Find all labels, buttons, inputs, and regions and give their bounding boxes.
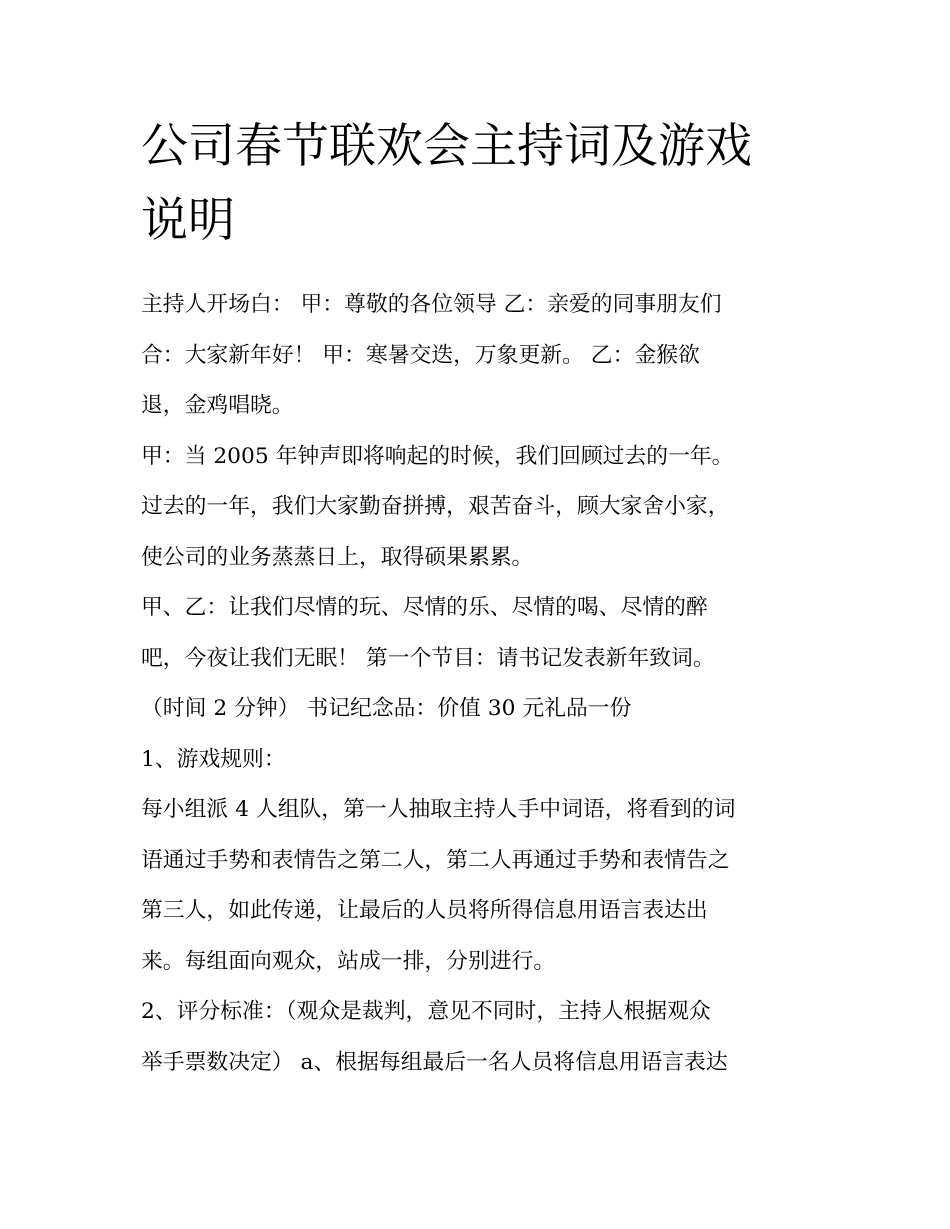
- body-line-13: 第三人，如此传递，让最后的人员将所得信息用语言表达出: [141, 898, 708, 923]
- body-line-3: 退，金鸡唱晓。: [141, 393, 294, 418]
- body-line-6: 使公司的业务蒸蒸日上，取得硕果累累。: [141, 544, 534, 570]
- body-line-1: 主持人开场白： 甲：尊敬的各位领导 乙：亲爱的同事朋友们: [141, 292, 722, 317]
- body-line-10: 1、游戏规则：: [141, 746, 286, 772]
- title-line-2: 说明: [141, 193, 235, 248]
- document-body: [141, 280, 816, 1088]
- document-title: [141, 110, 816, 258]
- body-line-16: 举手票数决定） a、根据每组最后一名人员将信息用语言表达: [141, 1049, 728, 1075]
- body-line-9: （时间 2 分钟） 书记纪念品：价值 30 元礼品一份: [141, 696, 632, 721]
- body-line-15: 2、评分标准：（观众是裁判，意见不同时，主持人根据观众: [141, 999, 711, 1024]
- body-line-7: 甲、乙：让我们尽情的玩、尽情的乐、尽情的喝、尽情的醉: [141, 595, 708, 620]
- body-line-14: 来。每组面向观众，站成一排，分别进行。: [141, 948, 556, 974]
- document-content: [141, 110, 816, 1088]
- title-line-1: 公司春节联欢会主持词及游戏: [141, 119, 752, 174]
- body-line-11: 每小组派 4 人组队，第一人抽取主持人手中词语，将看到的词: [141, 797, 736, 822]
- body-line-4: 甲：当 2005 年钟声即将响起的时候，我们回顾过去的一年。: [141, 443, 734, 469]
- body-line-2: 合：大家新年好！ 甲：寒暑交迭，万象更新。 乙：金猴欲: [141, 342, 700, 368]
- body-line-12: 语通过手势和表情告之第二人，第二人再通过手势和表情告之: [141, 847, 730, 873]
- body-line-5: 过去的一年，我们大家勤奋拼搏，艰苦奋斗，顾大家舍小家，: [141, 494, 730, 519]
- body-line-8: 吧，今夜让我们无眠！ 第一个节目：请书记发表新年致词。: [141, 645, 715, 671]
